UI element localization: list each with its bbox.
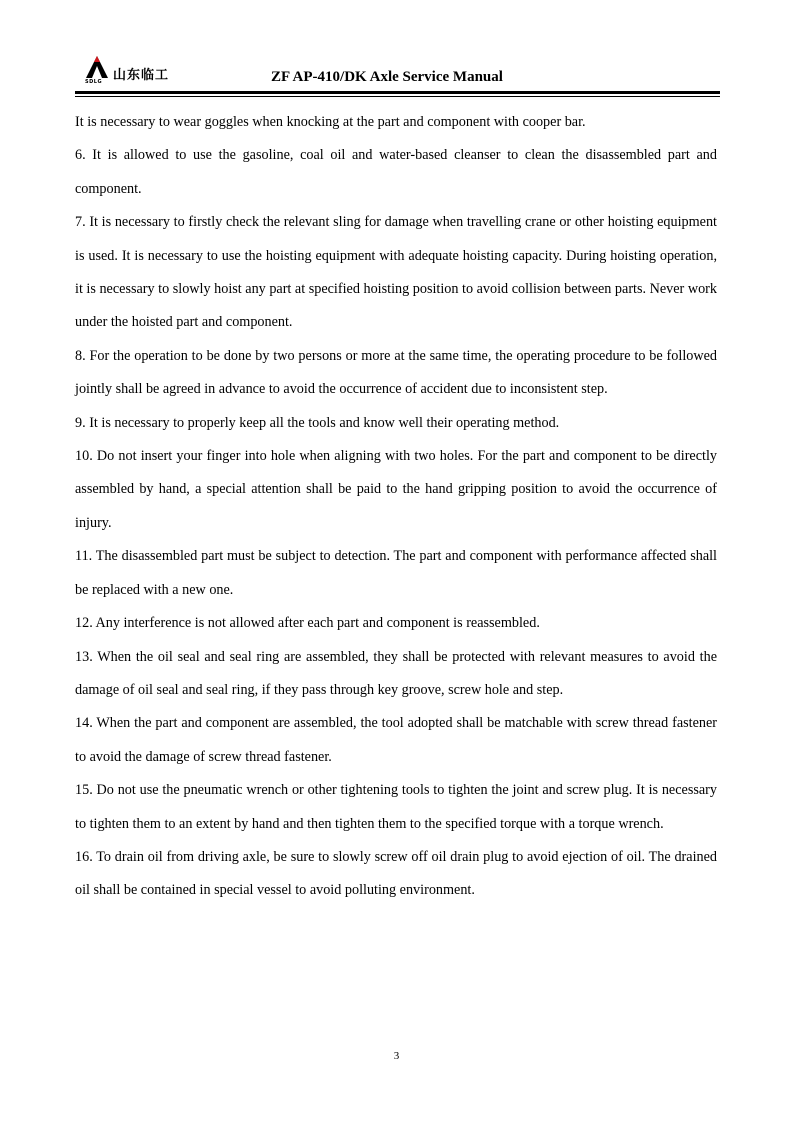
paragraph-goggles: It is necessary to wear goggles when knocking at the part and component with cooper bar. <box>75 114 586 130</box>
paragraph-item-7: 7. It is necessary to firstly check the relevant sling for damage when travelling crane or other hoisting equipment is used. It is necessary to use the hoisting equipment with adequate hoisting capacity. During hoisting operation, it is necessary to slowly hoist any part at specified hoisting position to avoid collision between parts. Never work under the hoisted part and component. <box>75 214 717 331</box>
paragraph-item-9: 9. It is necessary to properly keep all the tools and know well their operating method. <box>75 414 560 431</box>
paragraph-item-10: 10. Do not insert your finger into hole when aligning with two holes. For the part and component to be directly assembled by hand, a special attention shall be paid to the hand gripping position to avoid the occurrence of injury. <box>75 448 717 531</box>
paragraph-item-6: 6. It is allowed to use the gasoline, coal oil and water-based cleanser to clean the disassembled part and component. <box>75 147 717 197</box>
paragraph-item-14: 14. When the part and component are assembled, the tool adopted shall be matchable with screw thread fastener to avoid the damage of screw thread fastener. <box>75 715 717 765</box>
paragraph-item-15: 15. Do not use the pneumatic wrench or other tightening tools to tighten the joint and screw plug. It is necessary to tighten them to an extent by hand and then tighten them to the specified torque with a torque wrench. <box>75 782 717 832</box>
body-text <box>75 106 717 908</box>
paragraph-item-8: 8. For the operation to be done by two persons or more at the same time, the operating procedure to be followed jointly shall be agreed in advance to avoid the occurrence of accident due to inconsistent step. <box>75 347 717 398</box>
logo-triangle-icon <box>84 52 114 82</box>
page-number: 3 <box>393 1050 400 1062</box>
paragraph-item-16: 16. To drain oil from driving axle, be sure to slowly screw off oil drain plug to avoid ejection of oil. The drained oil shall be contained in special vessel to avoid polluting environment. <box>75 848 717 899</box>
page-header <box>75 44 720 98</box>
sdlg-logo <box>84 52 194 85</box>
header-rule-thin <box>75 96 720 97</box>
logo-english-text: SDLG <box>85 79 103 85</box>
paragraph-item-12: 12. Any interference is not allowed after each part and component is reassembled. <box>75 615 540 632</box>
document-title: ZF AP-410/DK Axle Service Manual <box>271 69 503 85</box>
paragraph-item-11: 11. The disassembled part must be subject to detection. The part and component with performance affected shall be replaced with a new one. <box>75 548 717 598</box>
logo-chinese-text: 山东临工 <box>113 68 170 83</box>
header-rule-thick <box>75 91 720 94</box>
paragraph-item-13: 13. When the oil seal and seal ring are assembled, they shall be protected with relevant measures to avoid the damage of oil seal and seal ring, if they pass through key groove, screw hole and step. <box>75 648 717 698</box>
